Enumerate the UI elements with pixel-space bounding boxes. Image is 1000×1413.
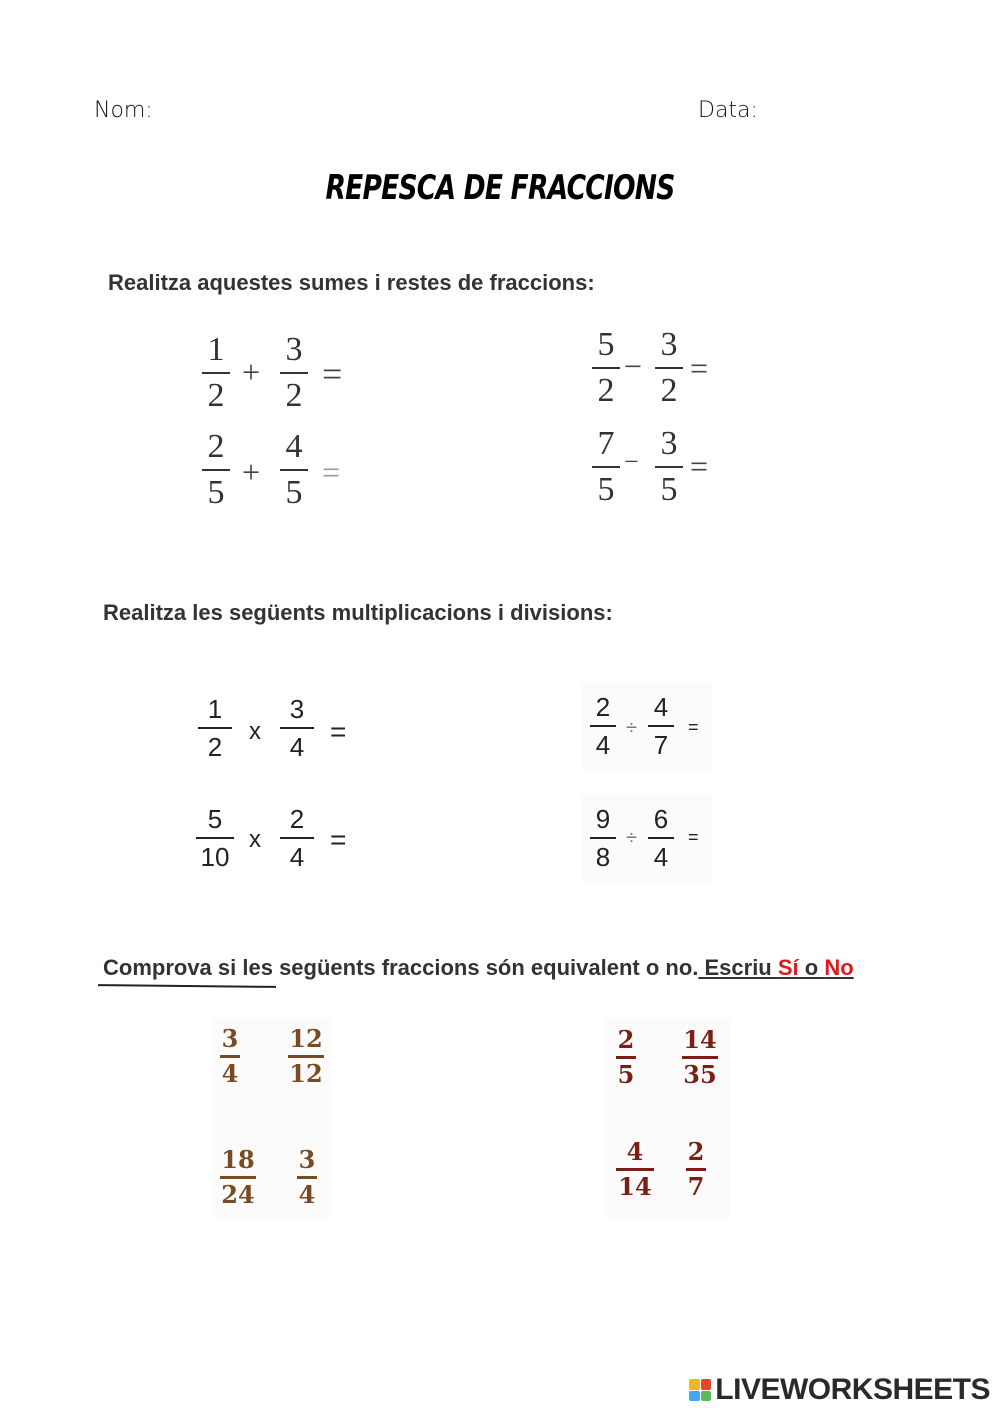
fraction: 3 4	[298, 1145, 316, 1209]
fraction: 3 5	[655, 427, 683, 507]
fraction: 4 7	[648, 694, 674, 758]
date-label: Data:	[698, 98, 758, 123]
plus-operator: +	[242, 454, 261, 490]
no-word: No	[824, 955, 854, 980]
fraction: 14 35	[683, 1025, 717, 1089]
plus-operator: +	[242, 354, 261, 390]
section2-instruction: Realitza les següents multiplicacions i divisions:	[103, 600, 613, 625]
section3-instruction-write: Escriu	[698, 955, 778, 980]
minus-operator: −	[624, 447, 639, 476]
equals-sign: =	[690, 448, 709, 484]
fraction: 4 14	[616, 1140, 654, 1199]
equals-sign: =	[690, 350, 709, 386]
brand-name: LIVEWORKSHEETS	[715, 1373, 990, 1406]
multiply-operator: x	[249, 718, 261, 745]
section1-instruction: Realitza aquestes sumes i restes de fraccions:	[108, 270, 595, 295]
liveworksheets-logo[interactable]	[689, 1373, 990, 1407]
fraction: 3 4	[280, 696, 314, 760]
fraction: 3 4	[221, 1024, 239, 1088]
fraction: 2 4	[280, 806, 314, 870]
liveworksheets-logo-icon	[689, 1379, 711, 1401]
fraction: 12 12	[289, 1024, 323, 1088]
section3-instruction	[103, 955, 854, 981]
divide-operator: ÷	[626, 827, 637, 849]
fraction: 2 5	[202, 430, 230, 510]
fraction: 5 10	[196, 806, 234, 870]
fraction: 3 2	[280, 333, 308, 413]
equals-sign: =	[322, 454, 341, 490]
yes-word: Sí	[777, 955, 799, 980]
equals-sign: =	[330, 716, 347, 747]
fraction: 3 2	[655, 328, 683, 408]
equals-sign: =	[322, 354, 343, 394]
fraction: 2 4	[590, 694, 616, 758]
fraction: 1 2	[198, 696, 232, 760]
equals-sign: =	[688, 827, 699, 847]
name-label: Nom:	[94, 98, 153, 123]
fraction: 5 2	[592, 328, 620, 408]
minus-operator: −	[624, 348, 643, 384]
equals-sign: =	[330, 824, 347, 855]
fraction: 1 2	[202, 333, 230, 413]
fraction: 7 5	[592, 427, 620, 507]
fraction: 4 5	[280, 430, 308, 510]
fraction: 9 8	[590, 806, 616, 870]
multiply-operator: x	[249, 826, 261, 853]
fraction: 2 5	[617, 1025, 635, 1089]
fraction: 2 7	[687, 1137, 705, 1201]
section3-instruction-main: Comprova si les següents fraccions són equivalent o no.	[103, 955, 699, 980]
fraction: 18 24	[221, 1145, 255, 1209]
divide-operator: ÷	[626, 717, 637, 739]
fraction: 6 4	[648, 806, 674, 870]
equals-sign: =	[688, 717, 699, 737]
or-word: o	[798, 955, 825, 980]
handwritten-underline	[98, 984, 276, 988]
page-title: REPESCA DE FRACCIONS	[325, 168, 675, 208]
